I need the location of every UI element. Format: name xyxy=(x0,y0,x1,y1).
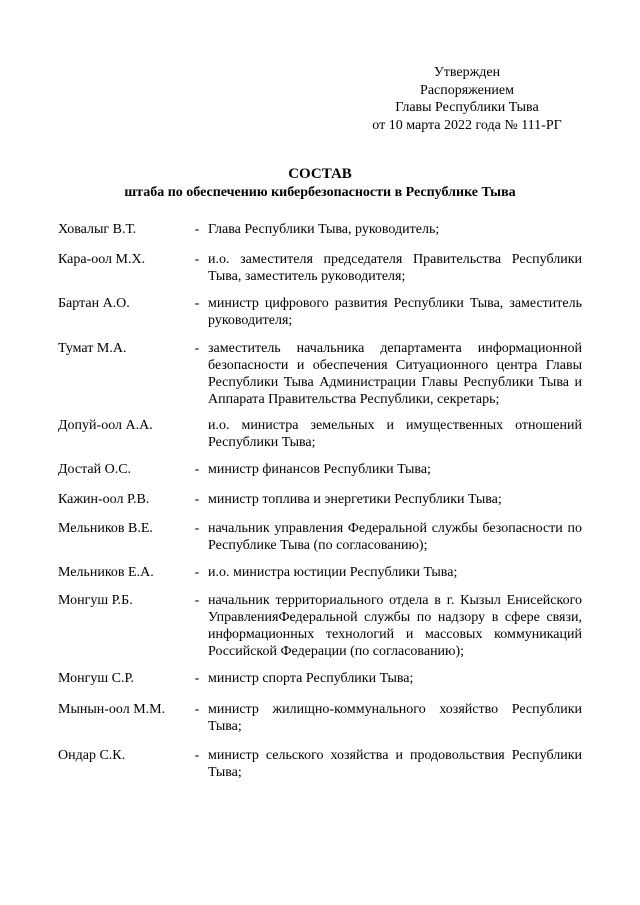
member-row xyxy=(58,701,582,735)
title-line-2: штаба по обеспечению кибербезопасности в Республике Тыва xyxy=(124,185,516,200)
member-row xyxy=(58,295,582,329)
member-dash: - xyxy=(194,593,200,608)
member-name: Монгуш Р.Б. xyxy=(58,593,133,608)
member-name: Тумат М.А. xyxy=(58,341,127,356)
member-role: и.о. министра земельных и имущественных отношений Республики Тыва; xyxy=(208,418,582,450)
member-role: Глава Республики Тыва, руководитель; xyxy=(208,222,440,237)
title-line-1: СОСТАВ xyxy=(288,166,352,182)
member-role: начальник территориального отдела в г. Кызыл Енисейского УправленияФедеральной службы по надзору в сфере связи, информационных технологий и массовых коммуникаций Российской Федерации (по согласованию); xyxy=(208,593,582,659)
approval-line: Распоряжением xyxy=(420,82,514,98)
member-role: министр жилищно-коммунального хозяйство Республики Тыва; xyxy=(208,702,582,734)
member-dash: - xyxy=(194,252,200,267)
approval-line: Утвержден xyxy=(433,65,501,80)
member-dash: - xyxy=(194,492,200,507)
member-row xyxy=(58,221,582,238)
member-row xyxy=(58,520,582,554)
member-dash: - xyxy=(194,296,200,311)
member-name: Мельников В.Е. xyxy=(58,521,153,536)
member-role: заместитель начальника департамента информационной безопасности и обеспечения Ситуационного центра Главы Республики Тыва Администрации Главы Республики Тыва и Аппарата Правительства Республики, секретарь; xyxy=(208,341,582,407)
member-name: Ондар С.К. xyxy=(58,748,126,763)
member-row xyxy=(58,592,582,660)
member-role: министр цифрового развития Республики Тыва, заместитель руководителя; xyxy=(208,296,582,328)
member-role: начальник управления Федеральной службы безопасности по Республике Тыва (по согласованию); xyxy=(208,521,582,553)
member-dash: - xyxy=(194,341,200,356)
approval-line: Главы Республики Тыва xyxy=(395,100,539,115)
member-row xyxy=(58,461,582,478)
member-role: министр спорта Республики Тыва; xyxy=(208,671,414,686)
member-row xyxy=(58,747,582,781)
member-dash: - xyxy=(194,565,200,580)
member-name: Кажин-оол Р.В. xyxy=(58,492,150,507)
member-role: и.о. министра юстиции Республики Тыва; xyxy=(208,565,458,580)
member-row xyxy=(58,564,582,581)
member-row xyxy=(58,491,582,508)
member-row xyxy=(58,417,582,451)
member-dash: - xyxy=(194,521,200,536)
member-row xyxy=(58,670,582,687)
member-name: Ховалыг В.Т. xyxy=(58,222,137,237)
members-list xyxy=(58,221,582,781)
member-role: министр топлива и энергетики Республики Тыва; xyxy=(208,492,502,507)
approval-line: от 10 марта 2022 года № 111-РГ xyxy=(372,117,562,133)
document-title xyxy=(0,165,640,202)
member-dash: - xyxy=(194,702,200,717)
member-name: Монгуш С.Р. xyxy=(58,671,134,686)
member-name: Кара-оол М.Х. xyxy=(58,252,146,267)
approval-stamp xyxy=(352,64,582,134)
member-role: министр финансов Республики Тыва; xyxy=(208,462,431,477)
member-row xyxy=(58,251,582,285)
member-name: Мельников Е.А. xyxy=(58,565,154,580)
member-name: Бартан А.О. xyxy=(58,296,130,311)
member-role: министр сельского хозяйства и продовольствия Республики Тыва; xyxy=(208,748,582,780)
member-name: Допуй-оол А.А. xyxy=(58,418,153,433)
member-dash: - xyxy=(194,222,200,237)
member-dash: - xyxy=(194,462,200,477)
member-role: и.о. заместителя председателя Правительства Республики Тыва, заместитель руководителя; xyxy=(208,252,582,284)
member-name: Достай О.С. xyxy=(58,462,132,477)
member-dash: - xyxy=(194,671,200,686)
member-name: Мынын-оол М.М. xyxy=(58,702,166,717)
member-dash: - xyxy=(194,748,200,763)
member-row xyxy=(58,340,582,408)
